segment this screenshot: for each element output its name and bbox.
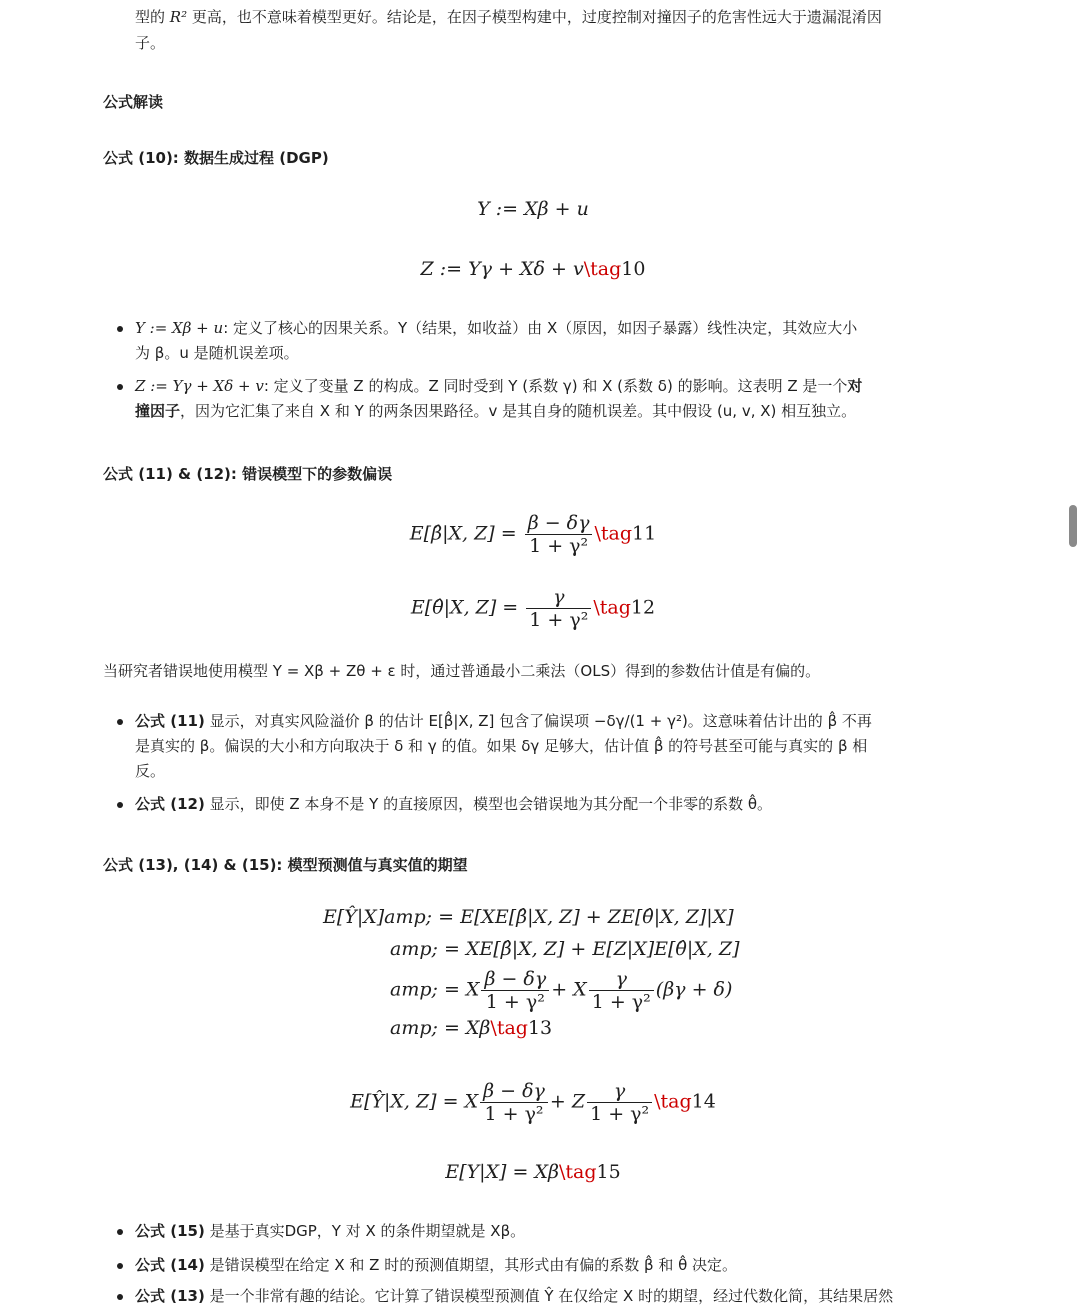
equation-10-line-2: Z := Yγ + Xδ + v\tag10 xyxy=(420,258,646,280)
tag-label: \tag xyxy=(583,258,622,280)
list-item-eq12: 公式 (12) 显示，即使 Z 本身不是 Y 的直接原因，模型也会错误地为其分配一个非零的系数 θ̂。 xyxy=(135,795,773,813)
section-heading-eq13-15: 公式 (13), (14) & (15): 模型预测值与真实值的期望 xyxy=(103,856,468,874)
intro-line-1: 型的 R² 更高，也不意味着模型更好。结论是，在因子模型构建中，过度控制对撞因子的危害性远大于遗漏混淆因 xyxy=(135,8,882,26)
bullet-dot xyxy=(117,1294,123,1300)
bullet-dot xyxy=(117,719,123,725)
section-heading-formula-reading: 公式解读 xyxy=(103,93,164,111)
equation-12: E[θ̂|X, Z] = $\frac{\gamma}{\text{1 + γ²}}$ \tag12 xyxy=(410,586,656,631)
bullet-dot xyxy=(117,1229,123,1235)
section-heading-eq11-12: 公式 (11) & (12): 错误模型下的参数偏误 xyxy=(103,465,393,483)
bullet-dot xyxy=(117,384,123,390)
ols-paragraph: 当研究者错误地使用模型 Y = Xβ + Zθ + ε 时，通过普通最小二乘法（OLS）得到的参数估计值是有偏的。 xyxy=(103,662,821,680)
scrollbar-thumb[interactable] xyxy=(1069,505,1077,547)
bullet-dot xyxy=(117,326,123,332)
equation-14: E[Ŷ|X, Z] = X $\frac{\beta - \delta\gamma}{\text{1 + γ²}}$ + Z $\frac{\gamma}{\text{1 + γ²}}$ \tag14 xyxy=(350,1080,716,1125)
equation-13-line-1: E[Ŷ|X]amp; = E[XE[β̂|X, Z] + ZE[θ̂|X, Z]|X] xyxy=(323,906,734,928)
list-item-eq11: 公式 (11) 显示，对真实风险溢价 β 的估计 E[β̂|X, Z] 包含了偏误项 −δγ/(1 + γ²)。这意味着估计出的 β̂ 不再 是真实的 β。偏误的大小和方向取决于 δ 和 γ 的值。如果 δγ 足够大，估计值 β̂ 的符号甚至可能与真实的 β 相 反。 xyxy=(135,712,872,780)
list-item-eq10-y: Y := Xβ + u: 定义了核心的因果关系。Y（结果，如收益）由 X（原因，如因子暴露）线性决定，其效应大小 为 β。u 是随机误差项。 xyxy=(135,319,858,362)
bullet-dot xyxy=(117,1263,123,1269)
equation-15: E[Y|X] = Xβ\tag15 xyxy=(445,1161,621,1183)
list-item-eq10-z: Z := Yγ + Xδ + v: 定义了变量 Z 的构成。Z 同时受到 Y (系数 γ) 和 X (系数 δ) 的影响。这表明 Z 是一个对 撞因子，因为它汇集了来自 X 和 Y 的两条因果路径。v 是其自身的随机误差。其中假设 (u, v, X) 相互独立。 xyxy=(135,377,863,420)
equation-13-line-2: amp; = XE[β̂|X, Z] + E[Z|X]E[θ̂|X, Z] xyxy=(390,938,740,960)
equation-13-line-4: amp; = Xβ\tag13 xyxy=(390,1017,553,1039)
vertical-scrollbar[interactable] xyxy=(1066,0,1080,1301)
equation-13-line-3: amp; = X $\frac{\beta - \delta\gamma}{\text{1 + γ²}}$ + X $\frac{\gamma}{\text{1 + γ²}}$ (βγ + δ) xyxy=(390,968,733,1013)
intro-line-2: 子。 xyxy=(135,34,166,52)
equation-11: E[β̂|X, Z] = $\frac{\beta - \delta\gamma}{\text{1 + γ²}}$ \tag11 xyxy=(409,512,657,557)
equation-10-line-1: Y := Xβ + u xyxy=(477,198,589,220)
list-item-eq15: 公式 (15) 是基于真实DGP，Y 对 X 的条件期望就是 Xβ。 xyxy=(135,1222,526,1240)
r-squared: R² xyxy=(169,8,188,26)
list-item-eq13: 公式 (13) 是一个非常有趣的结论。它计算了错误模型预测值 Ŷ 在仅给定 X 时的期望，经过代数化简，其结果居然 xyxy=(135,1287,894,1305)
section-heading-eq10: 公式 (10): 数据生成过程 (DGP) xyxy=(103,149,329,167)
bullet-dot xyxy=(117,802,123,808)
list-item-eq14: 公式 (14) 是错误模型在给定 X 和 Z 时的预测值期望，其形式由有偏的系数 β̂ 和 θ̂ 决定。 xyxy=(135,1256,738,1274)
